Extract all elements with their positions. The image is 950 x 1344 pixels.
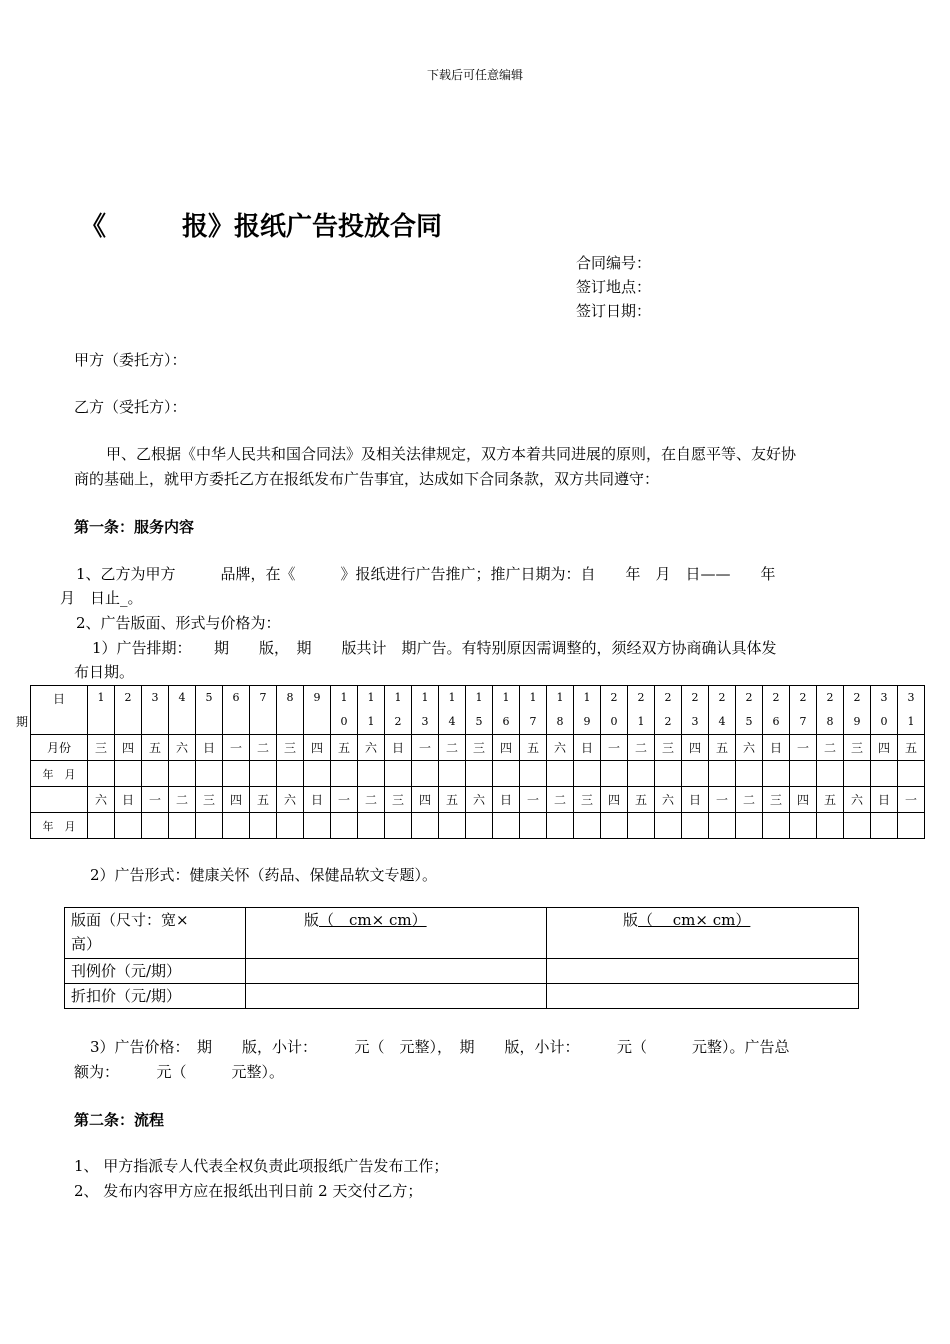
schedule-slot — [736, 813, 763, 839]
schedule-slot — [493, 813, 520, 839]
weekday-cell: 一 — [520, 787, 547, 813]
list-price-col2 — [547, 959, 859, 984]
title-text: 报》报纸广告投放合同 — [182, 212, 443, 242]
schedule-slot — [601, 761, 628, 787]
s2-item1: 1、 甲方指派专人代表全权负责此项报纸广告发布工作； — [74, 1157, 449, 1175]
schedule-slot — [574, 813, 601, 839]
schedule-slot — [844, 813, 871, 839]
schedule-slot — [142, 761, 169, 787]
weekday-cell: 日 — [304, 787, 331, 813]
day-cell: 1 8 — [547, 686, 574, 735]
schedule-slot — [223, 813, 250, 839]
s1-sub3-line1: 3）广告价格： 期 版，小计： 元（ 元整）， 期 版，小计： 元（ 元整）。广告总 — [90, 1038, 790, 1056]
weekday-cell: 六 — [655, 787, 682, 813]
weekday-cell: 三 — [385, 787, 412, 813]
schedule-slot — [331, 761, 358, 787]
weekday-cell: 五 — [898, 735, 925, 761]
schedule-slot — [547, 813, 574, 839]
day-cell: 6 — [223, 686, 250, 735]
weekday-cell: 二 — [736, 787, 763, 813]
schedule-slot — [466, 761, 493, 787]
weekday-cell: 日 — [115, 787, 142, 813]
schedule-slot — [196, 761, 223, 787]
day-cell: 2 1 — [628, 686, 655, 735]
discount-price-col2 — [547, 984, 859, 1009]
weekday-cell: 六 — [88, 787, 115, 813]
party-b-label: 乙方（受托方）： — [74, 398, 187, 416]
schedule-slot — [88, 761, 115, 787]
schedule-slot — [520, 813, 547, 839]
schedule-slot — [655, 813, 682, 839]
sign-place-label: 签订地点： — [576, 278, 652, 296]
schedule-slot — [115, 761, 142, 787]
schedule-slot — [250, 813, 277, 839]
day-cell: 1 7 — [520, 686, 547, 735]
schedule-slot — [115, 813, 142, 839]
day-cell: 3 — [142, 686, 169, 735]
weekday-cell: 六 — [358, 735, 385, 761]
weekday-cell: 四 — [682, 735, 709, 761]
weekday-cell: 二 — [250, 735, 277, 761]
day-cell: 1 2 — [385, 686, 412, 735]
s1-item2: 2、广告版面、形式与价格为： — [76, 614, 281, 632]
weekday-cell: 一 — [790, 735, 817, 761]
weekday-cell: 六 — [736, 735, 763, 761]
year-month-label: 年 月 — [31, 813, 88, 839]
title-open-bracket: 《 — [80, 212, 107, 242]
s1-sub1-line2: 布日期。 — [74, 663, 135, 681]
schedule-slot — [412, 761, 439, 787]
weekday-cell: 六 — [169, 735, 196, 761]
day-cell: 2 9 — [844, 686, 871, 735]
schedule-slot — [709, 761, 736, 787]
weekday-cell: 五 — [520, 735, 547, 761]
day-cell: 1 1 — [358, 686, 385, 735]
schedule-slot — [736, 761, 763, 787]
schedule-slot — [574, 761, 601, 787]
weekday-cell: 五 — [331, 735, 358, 761]
price-table — [64, 907, 859, 1009]
schedule-slot — [520, 761, 547, 787]
weekday-cell: 四 — [871, 735, 898, 761]
day-cell: 8 — [277, 686, 304, 735]
weekday-cell: 三 — [655, 735, 682, 761]
s1-item1-line2: 月 日止_。 — [60, 589, 143, 607]
schedule-slot — [763, 813, 790, 839]
weekday-cell: 三 — [466, 735, 493, 761]
schedule-side-label: 期 — [16, 715, 29, 729]
schedule-slot — [682, 813, 709, 839]
weekday-cell: 日 — [574, 735, 601, 761]
weekday-cell: 三 — [88, 735, 115, 761]
year-month-label: 年 月 — [31, 761, 88, 787]
intro-line-2: 商的基础上，就甲方委托乙方在报纸发布广告事宜，达成如下合同条款，双方共同遵守： — [74, 470, 660, 488]
weekday-cell: 日 — [493, 787, 520, 813]
schedule-slot — [898, 813, 925, 839]
weekday-cell: 五 — [628, 787, 655, 813]
weekday-cell: 日 — [196, 735, 223, 761]
schedule-slot — [250, 761, 277, 787]
weekday-row2-label — [31, 787, 88, 813]
schedule-slot — [817, 761, 844, 787]
weekday-cell: 三 — [763, 787, 790, 813]
party-a-label: 甲方（委托方）： — [74, 351, 187, 369]
size-col2-cell: 版（ cm× cm） — [547, 908, 859, 959]
schedule-slot — [709, 813, 736, 839]
schedule-slot — [871, 761, 898, 787]
intro-line-1: 甲、乙根据《中华人民共和国合同法》及相关法律规定，双方本着共同进展的原则，在自愿平等、友好协 — [106, 445, 797, 463]
weekday-cell: 一 — [412, 735, 439, 761]
day-cell: 1 — [88, 686, 115, 735]
schedule-table — [30, 685, 925, 839]
schedule-slot — [628, 813, 655, 839]
schedule-slot — [358, 813, 385, 839]
weekday-cell: 二 — [358, 787, 385, 813]
day-cell: 2 4 — [709, 686, 736, 735]
schedule-slot — [466, 813, 493, 839]
weekday-cell: 一 — [331, 787, 358, 813]
schedule-slot — [196, 813, 223, 839]
schedule-slot — [628, 761, 655, 787]
schedule-slot — [358, 761, 385, 787]
schedule-slot — [493, 761, 520, 787]
schedule-slot — [439, 813, 466, 839]
weekday-cell: 五 — [817, 787, 844, 813]
list-price-label: 刊例价（元/期） — [65, 959, 246, 984]
weekday-cell: 三 — [844, 735, 871, 761]
weekday-cell: 二 — [547, 787, 574, 813]
section1-heading: 第一条：服务内容 — [74, 518, 195, 536]
weekday-cell: 一 — [709, 787, 736, 813]
day-cell: 3 0 — [871, 686, 898, 735]
schedule-slot — [385, 813, 412, 839]
weekday-cell: 一 — [223, 735, 250, 761]
weekday-cell: 一 — [601, 735, 628, 761]
day-cell: 1 5 — [466, 686, 493, 735]
schedule-slot — [304, 813, 331, 839]
weekday-cell: 四 — [493, 735, 520, 761]
day-cell: 2 8 — [817, 686, 844, 735]
weekday-cell: 五 — [142, 735, 169, 761]
weekday-cell: 二 — [439, 735, 466, 761]
schedule-slot — [790, 813, 817, 839]
weekday-cell: 四 — [115, 735, 142, 761]
s1-sub1-line1: 1）广告排期： 期 版， 期 版共计 期广告。有特别原因需调整的，须经双方协商确认具体发 — [92, 639, 777, 657]
schedule-slot — [871, 813, 898, 839]
weekday-cell: 四 — [601, 787, 628, 813]
weekday-cell: 四 — [790, 787, 817, 813]
day-cell: 2 6 — [763, 686, 790, 735]
schedule-slot — [817, 813, 844, 839]
s1-sub2: 2）广告形式：健康关怀（药品、保健品软文专题）。 — [90, 866, 438, 884]
weekday-cell: 一 — [898, 787, 925, 813]
sign-date-label: 签订日期： — [576, 302, 652, 320]
contract-no-label: 合同编号： — [576, 254, 652, 272]
schedule-slot — [223, 761, 250, 787]
month-header: 月份 — [31, 735, 88, 761]
weekday-cell: 四 — [412, 787, 439, 813]
day-cell: 2 — [115, 686, 142, 735]
schedule-slot — [385, 761, 412, 787]
section2-heading: 第二条：流程 — [74, 1111, 165, 1129]
weekday-cell: 五 — [250, 787, 277, 813]
weekday-cell: 四 — [304, 735, 331, 761]
weekday-cell: 六 — [277, 787, 304, 813]
schedule-slot — [304, 761, 331, 787]
schedule-slot — [790, 761, 817, 787]
day-cell: 1 0 — [331, 686, 358, 735]
s1-sub3-line2: 额为： 元（ 元整）。 — [74, 1063, 285, 1081]
schedule-slot — [88, 813, 115, 839]
s1-item1-line1: 1、乙方为甲方 品牌，在《 》报纸进行广告推广；推广日期为：自 年 月 日—— 年 — [76, 565, 776, 583]
schedule-slot — [682, 761, 709, 787]
day-cell: 3 1 — [898, 686, 925, 735]
day-cell: 9 — [304, 686, 331, 735]
list-price-col1 — [246, 959, 547, 984]
weekday-cell: 日 — [682, 787, 709, 813]
day-cell: 7 — [250, 686, 277, 735]
day-cell: 1 4 — [439, 686, 466, 735]
weekday-cell: 二 — [817, 735, 844, 761]
discount-price-label: 折扣价（元/期） — [65, 984, 246, 1009]
size-col1-cell: 版（ cm× cm） — [246, 908, 547, 959]
weekday-cell: 六 — [844, 787, 871, 813]
schedule-slot — [412, 813, 439, 839]
s2-item2: 2、 发布内容甲方应在报纸出刊日前 2 天交付乙方； — [74, 1182, 423, 1200]
schedule-slot — [331, 813, 358, 839]
weekday-cell: 五 — [709, 735, 736, 761]
schedule-slot — [601, 813, 628, 839]
schedule-slot — [277, 761, 304, 787]
day-cell: 1 3 — [412, 686, 439, 735]
day-cell: 1 9 — [574, 686, 601, 735]
schedule-slot — [655, 761, 682, 787]
discount-price-col1 — [246, 984, 547, 1009]
schedule-slot — [898, 761, 925, 787]
weekday-cell: 日 — [763, 735, 790, 761]
schedule-slot — [277, 813, 304, 839]
schedule-slot — [169, 761, 196, 787]
schedule-slot — [547, 761, 574, 787]
day-cell: 2 3 — [682, 686, 709, 735]
schedule-slot — [142, 813, 169, 839]
page-title — [80, 206, 442, 243]
weekday-cell: 五 — [439, 787, 466, 813]
day-cell: 4 — [169, 686, 196, 735]
weekday-cell: 三 — [574, 787, 601, 813]
size-label-cell: 版面（尺寸：宽× 高） — [65, 908, 246, 959]
weekday-cell: 二 — [628, 735, 655, 761]
day-cell: 2 2 — [655, 686, 682, 735]
schedule-slot — [844, 761, 871, 787]
weekday-cell: 二 — [169, 787, 196, 813]
day-cell: 1 6 — [493, 686, 520, 735]
day-cell: 2 0 — [601, 686, 628, 735]
weekday-cell: 日 — [871, 787, 898, 813]
day-cell: 5 — [196, 686, 223, 735]
weekday-cell: 六 — [466, 787, 493, 813]
weekday-cell: 一 — [142, 787, 169, 813]
day-cell: 2 5 — [736, 686, 763, 735]
weekday-cell: 三 — [277, 735, 304, 761]
day-header: 日 — [31, 686, 88, 735]
header-note: 下载后可任意编辑 — [426, 68, 523, 82]
schedule-slot — [439, 761, 466, 787]
weekday-cell: 四 — [223, 787, 250, 813]
schedule-slot — [169, 813, 196, 839]
day-cell: 2 7 — [790, 686, 817, 735]
weekday-cell: 日 — [385, 735, 412, 761]
schedule-slot — [763, 761, 790, 787]
weekday-cell: 三 — [196, 787, 223, 813]
weekday-cell: 六 — [547, 735, 574, 761]
